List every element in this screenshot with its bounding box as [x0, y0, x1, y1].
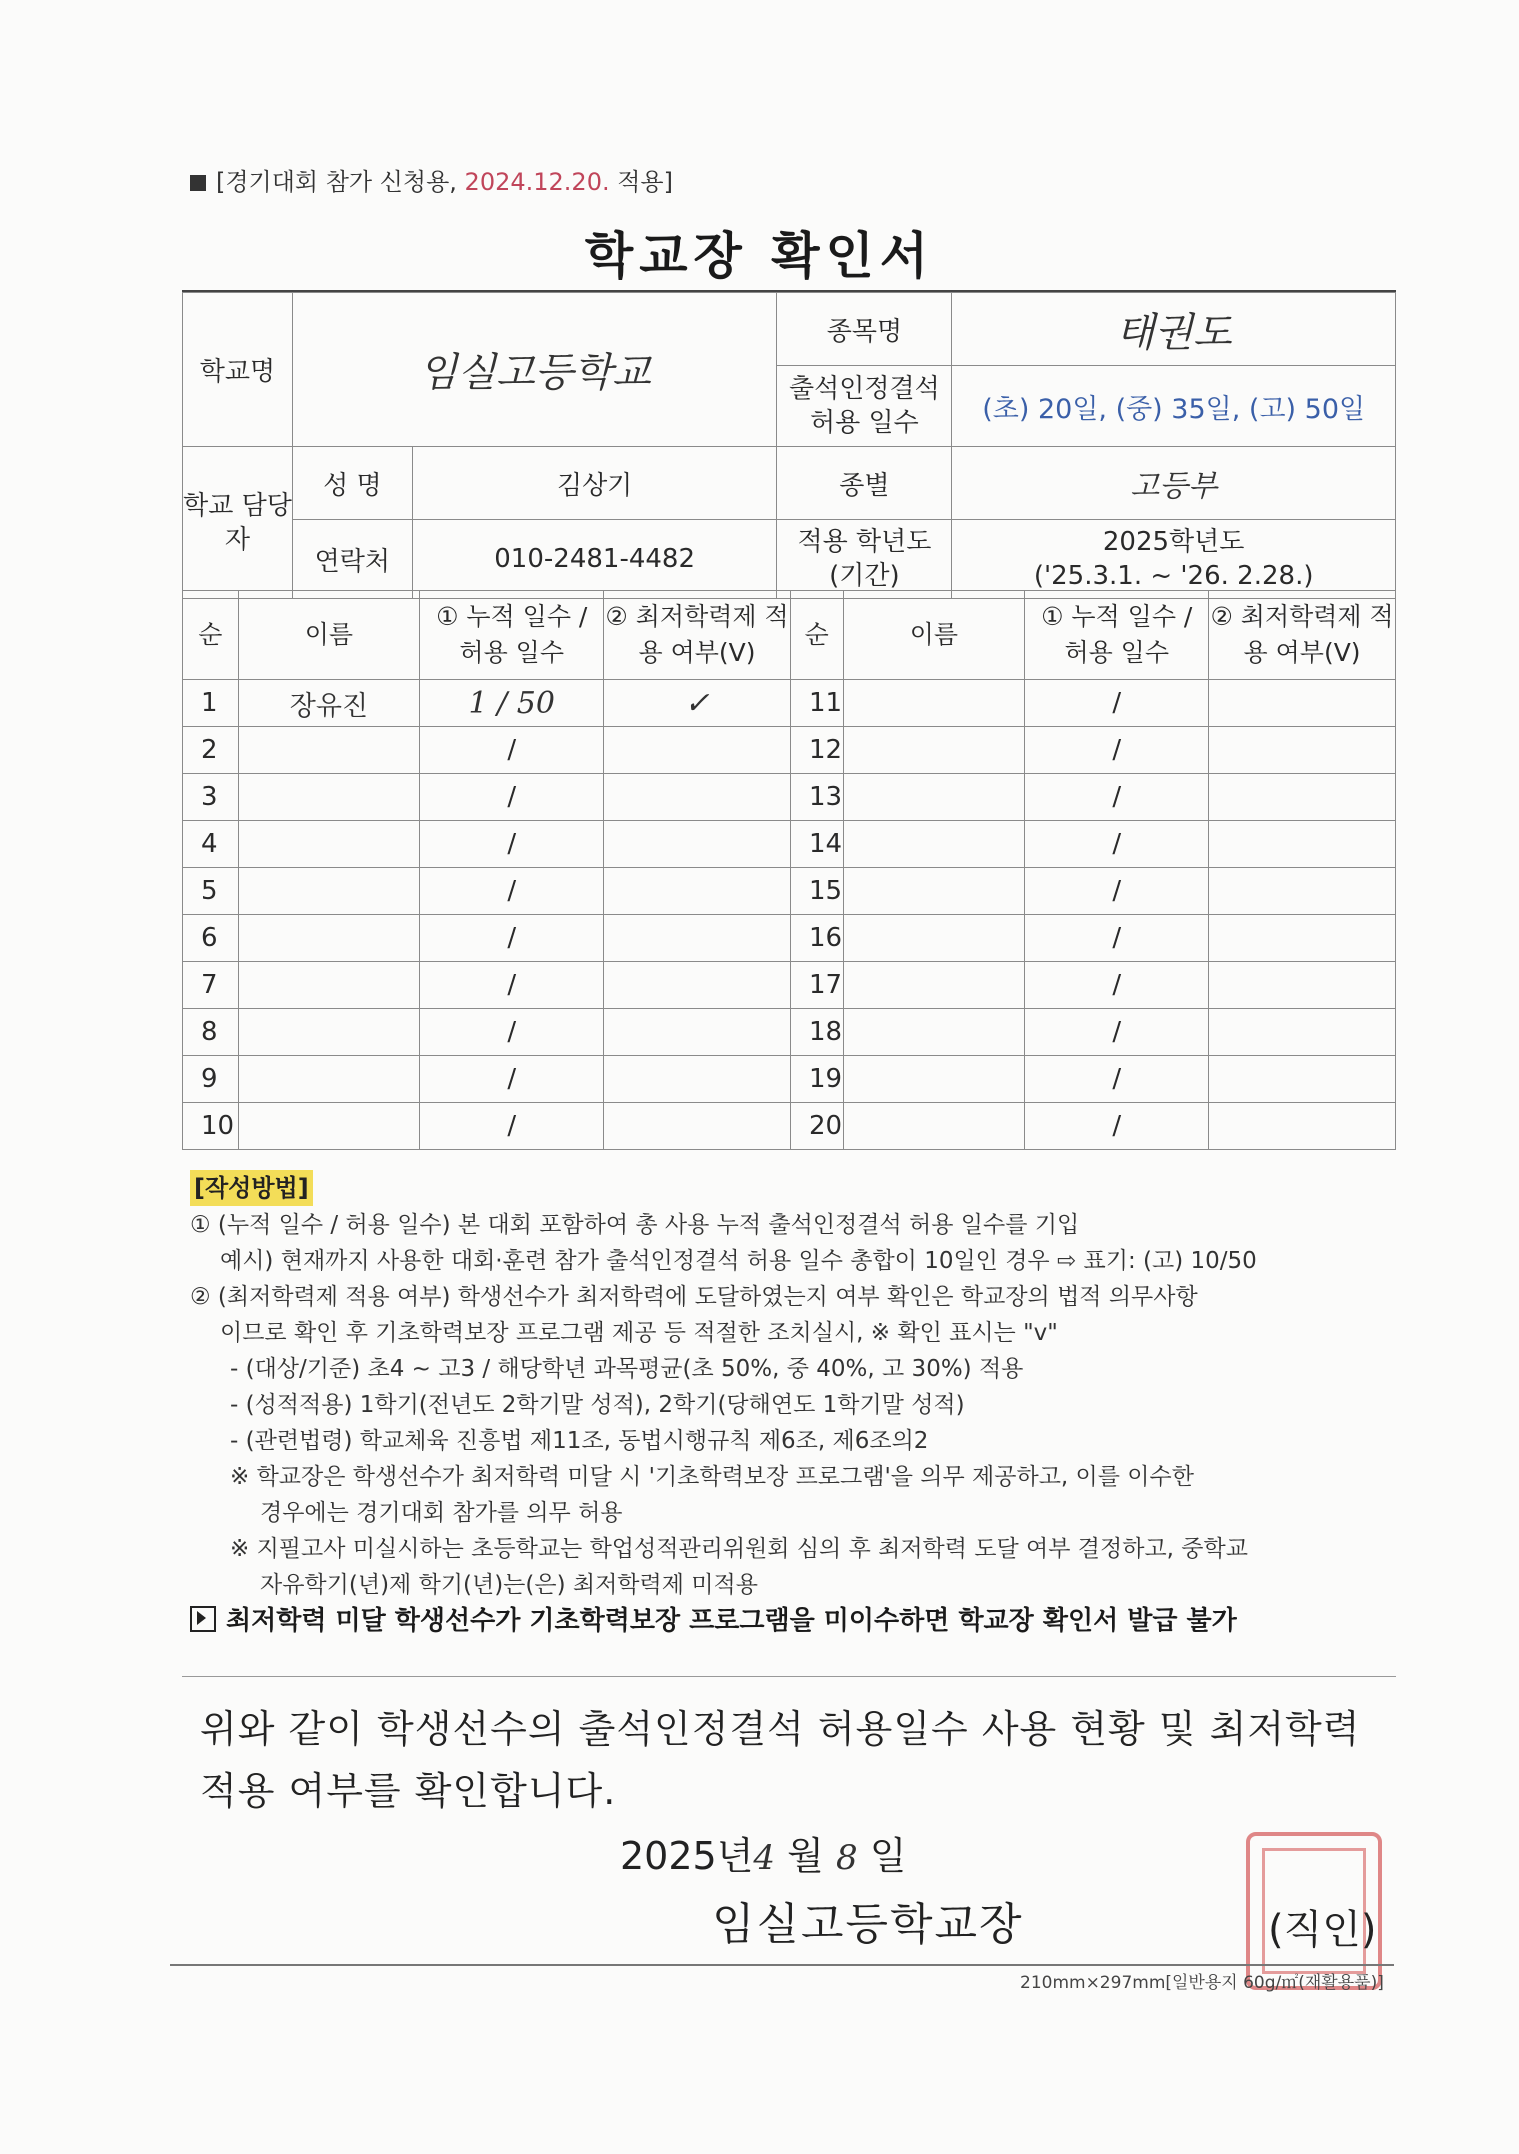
table-row: 1 장유진 1 / 50 ✓ 11 /	[183, 680, 1396, 727]
table-row: 3 / 13 /	[183, 774, 1396, 821]
year-value	[952, 520, 1396, 599]
col-min: ② 최저학력제 적용 여부(V)	[604, 591, 791, 680]
apply-date: 2024.12.20.	[464, 168, 610, 196]
guide-line: - (대상/기준) 초4 ~ 고3 / 해당학년 과목평균(초 50%, 중 40%, 고 30%) 적용	[230, 1356, 1024, 1382]
col-name-2: 이름	[843, 591, 1025, 680]
school-name: 임실고등학교	[292, 293, 777, 447]
arrow-box-icon	[190, 1606, 216, 1632]
stamp-label: (직인)	[1268, 1907, 1377, 1953]
writing-guide	[190, 1170, 1410, 1639]
header-note: [경기대회 참가 신청용, 2024.12.20. 적용]	[190, 162, 673, 197]
col-min-2: ② 최저학력제 적용 여부(V)	[1209, 591, 1396, 680]
col-days: ① 누적 일수 / 허용 일수	[420, 591, 604, 680]
issue-date: 2025년4 월 8 일	[620, 1834, 907, 1878]
col-no: 순	[183, 591, 239, 680]
guide-line: ① (누적 일수 / 허용 일수) 본 대회 포함하여 총 사용 누적 출석인정결석 허용 일수를 기입	[190, 1212, 1080, 1238]
year-period: ('25.3.1. ~ '26. 2.28.)	[1033, 561, 1314, 591]
guide-rule	[182, 1676, 1396, 1677]
table-row: 8 / 18 /	[183, 1009, 1396, 1056]
guide-line: - (성적적용) 1학기(전년도 2학기말 성적), 2학기(당해연도 1학기말 성적)	[230, 1392, 965, 1418]
manager-label: 학교 담당자	[183, 447, 293, 599]
page-title: 학교장 확인서	[584, 227, 935, 285]
guide-line: 예시) 현재까지 사용한 대회·훈련 참가 출석인정결석 허용 일수 총합이 10일인 경우 ⇨ 표기: (고) 10/50	[220, 1248, 1257, 1274]
info-table	[182, 292, 1396, 599]
guide-tag: [작성방법]	[190, 1170, 313, 1206]
col-days-2: ① 누적 일수 / 허용 일수	[1025, 591, 1209, 680]
table-row: 2 / 12 /	[183, 727, 1396, 774]
table-row: 9 / 19 /	[183, 1056, 1396, 1103]
table-row: 6 / 16 /	[183, 915, 1396, 962]
guide-line: ※ 학교장은 학생선수가 최저학력 미달 시 '기초학력보장 프로그램'을 의무 제공하고, 이를 이수한	[230, 1464, 1194, 1490]
square-bullet-icon	[190, 175, 206, 191]
year-label: 적용 학년도 (기간)	[777, 520, 952, 599]
guide-line: ※ 지필고사 미실시하는 초등학교는 학업성적관리위원회 심의 후 최저학력 도달 여부 결정하고, 중학교	[230, 1536, 1248, 1562]
manager-contact: 010-2481-4482	[412, 520, 777, 599]
guide-line: 이므로 확인 후 기초학력보장 프로그램 제공 등 적절한 조치실시, ※ 확인 표시는 "v"	[220, 1320, 1058, 1346]
notice: 최저학력 미달 학생선수가 기초학력보장 프로그램을 미이수하면 학교장 확인서 발급 불가	[190, 1603, 1410, 1639]
confirm-statement: 위와 같이 학생선수의 출석인정결석 허용일수 사용 현황 및 최저학력 적용 여부를 확인합니다.	[200, 1707, 1361, 1813]
name-label: 성 명	[292, 447, 412, 520]
principal-name: 임실고등학교장	[712, 1899, 1024, 1950]
table-row: 4 / 14 /	[183, 821, 1396, 868]
col-no-2: 순	[790, 591, 843, 680]
sport-label: 종목명	[777, 293, 952, 366]
paper-spec: 210mm×297mm[일반용지 60g/㎡(재활용품)]	[1020, 1973, 1384, 1993]
month-handwritten: 4	[753, 1838, 776, 1878]
day-handwritten: 8	[835, 1838, 858, 1878]
col-name: 이름	[238, 591, 420, 680]
guide-line: - (관련법령) 학교체육 진흥법 제11조, 동법시행규칙 제6조, 제6조의2	[230, 1428, 929, 1454]
allowed-days-label: 출석인정결석 허용 일수	[777, 366, 952, 447]
year-text: 2025학년도	[1102, 527, 1245, 557]
student-list-table	[182, 590, 1396, 1150]
category-value: 고등부	[952, 447, 1396, 520]
school-label: 학교명	[183, 293, 293, 447]
table-row: 7 / 17 /	[183, 962, 1396, 1009]
table-row: 5 / 15 /	[183, 868, 1396, 915]
sport-name: 태권도	[952, 293, 1396, 366]
bottom-rule	[170, 1964, 1394, 1966]
category-label: 종별	[777, 447, 952, 520]
allowed-days-value: (초) 20일, (중) 35일, (고) 50일	[952, 366, 1396, 447]
manager-name: 김상기	[412, 447, 777, 520]
contact-label: 연락처	[292, 520, 412, 599]
guide-line: 자유학기(년)제 학기(년)는(은) 최저학력제 미적용	[260, 1572, 758, 1598]
table-row: 10 / 20 /	[183, 1103, 1396, 1150]
guide-line: 경우에는 경기대회 참가를 의무 허용	[260, 1500, 623, 1526]
guide-line: ② (최저학력제 적용 여부) 학생선수가 최저학력에 도달하였는지 여부 확인은 학교장의 법적 의무사항	[190, 1284, 1198, 1310]
